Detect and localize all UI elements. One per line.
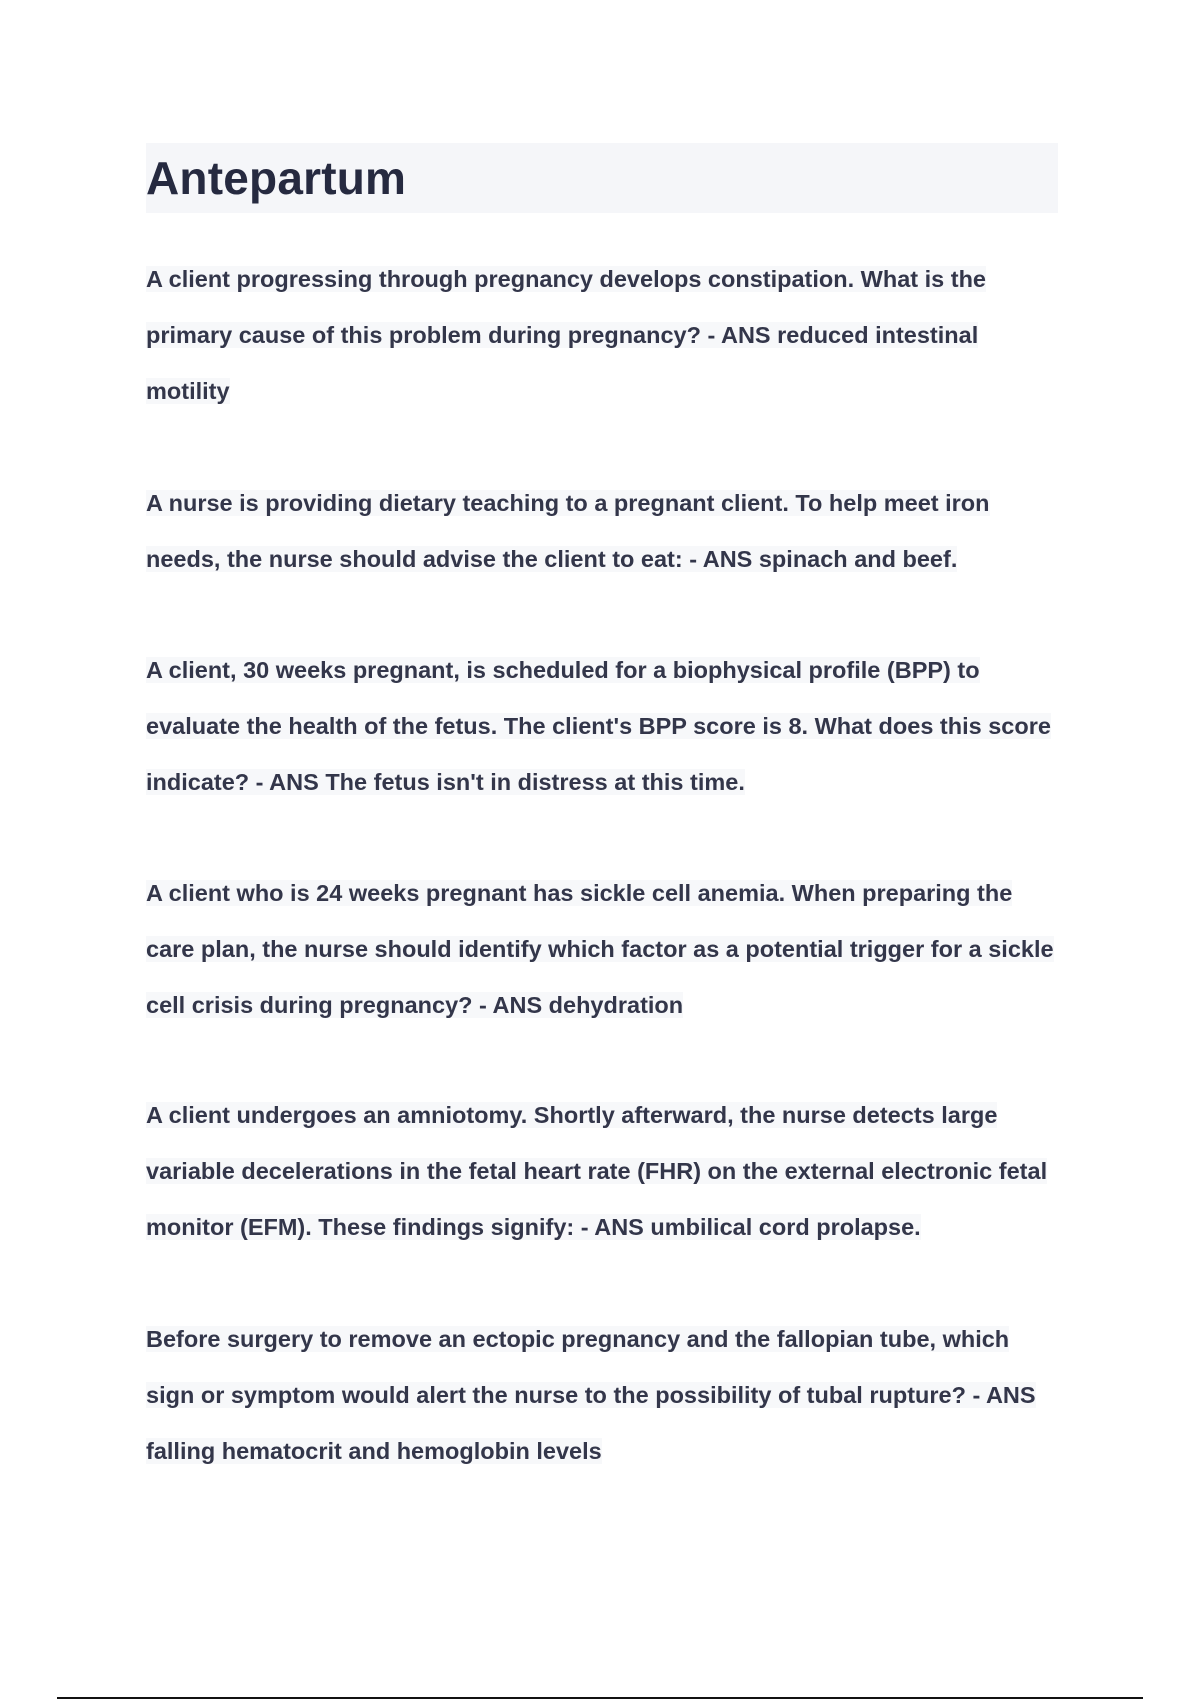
question-text: A client undergoes an amniotomy. Shortly afterward, the nurse detects large variable decelerations in the fetal heart rate (FHR) on the external electronic fetal monitor (EFM). These findings signify: -: [146, 1102, 1048, 1240]
page-title: Antepartum: [146, 152, 407, 204]
qa-item-6: [146, 1311, 1056, 1479]
question-text: A client, 30 weeks pregnant, is scheduled for a biophysical profile (BPP) to evaluate the health of the fetus. The client's BPP score is 8. What does this score indicate? -: [146, 657, 1051, 795]
footer-divider: [57, 1697, 1143, 1699]
qa-item-4: [146, 865, 1056, 1033]
qa-item-1: [146, 251, 1056, 419]
question-text: A client who is 24 weeks pregnant has sickle cell anemia. When preparing the care plan, the nurse should identify which factor as a potential trigger for a sickle cell crisis during pregnancy? -: [146, 880, 1054, 1018]
answer-text: ANS falling hematocrit and hemoglobin levels: [146, 1382, 1036, 1464]
question-text: A nurse is providing dietary teaching to a pregnant client. To help meet iron needs, the nurse should advise the client to eat: -: [146, 490, 990, 572]
qa-item-5: [146, 1087, 1056, 1255]
answer-text: ANS The fetus isn't in distress at this time.: [269, 769, 745, 795]
answer-text: ANS reduced intestinal motility: [146, 322, 979, 404]
answer-text: ANS spinach and beef.: [702, 546, 958, 572]
title-banner: [146, 143, 1058, 213]
qa-item-3: [146, 642, 1056, 810]
question-text: Before surgery to remove an ectopic pregnancy and the fallopian tube, which sign or symptom would alert the nurse to the possibility of tubal rupture? -: [146, 1326, 1010, 1408]
qa-item-2: [146, 475, 1056, 587]
answer-text: ANS umbilical cord prolapse.: [594, 1214, 921, 1240]
answer-text: ANS dehydration: [492, 992, 684, 1018]
question-text: A client progressing through pregnancy develops constipation. What is the primary cause of this problem during pregnancy? -: [146, 266, 986, 348]
